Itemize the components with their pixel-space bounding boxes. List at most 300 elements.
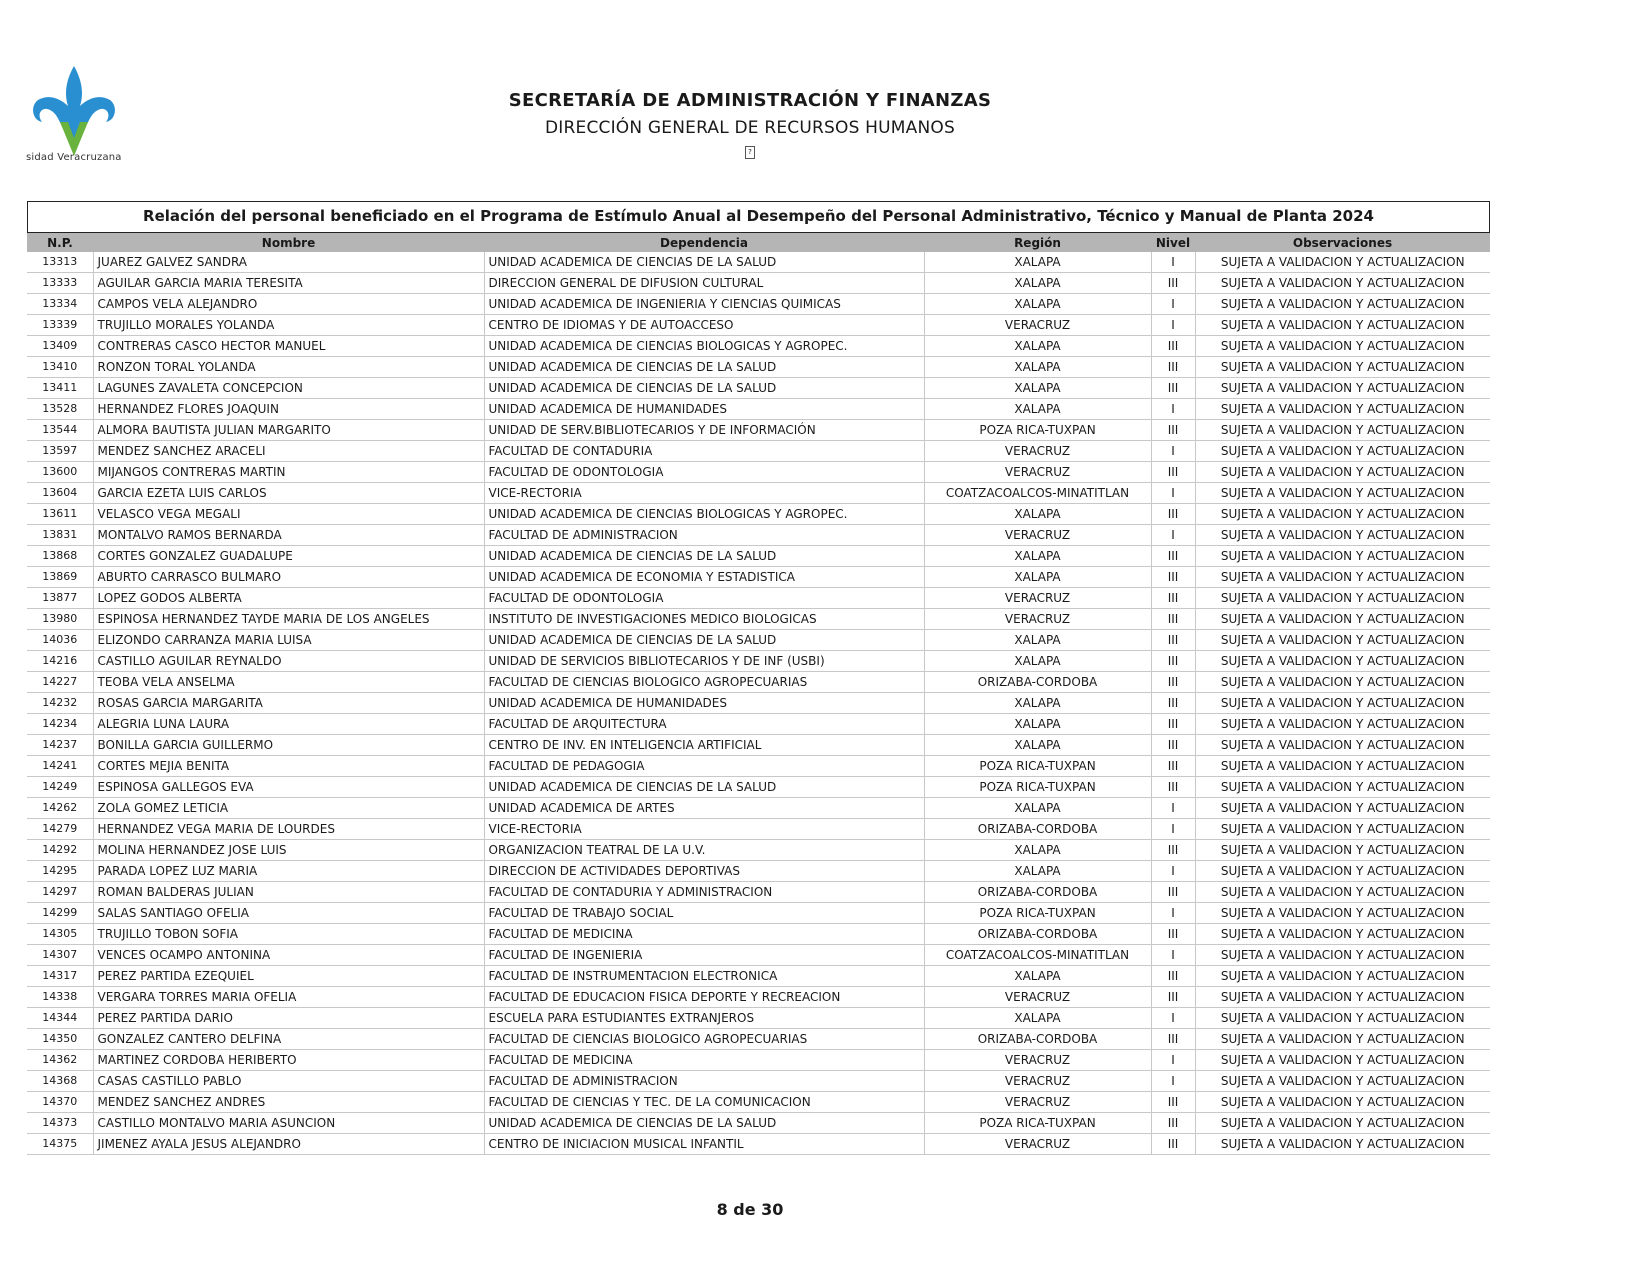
table-row xyxy=(27,546,1490,567)
cell-nivel: III xyxy=(1151,630,1195,651)
cell-np: 13611 xyxy=(27,504,93,525)
cell-region: XALAPA xyxy=(924,252,1151,273)
cell-nombre: PEREZ PARTIDA DARIO xyxy=(93,1008,484,1029)
cell-region: XALAPA xyxy=(924,504,1151,525)
table-row xyxy=(27,567,1490,588)
cell-region: COATZACOALCOS-MINATITLAN xyxy=(924,945,1151,966)
cell-dependencia: INSTITUTO DE INVESTIGACIONES MEDICO BIOLOGICAS xyxy=(484,609,924,630)
cell-nombre: LAGUNES ZAVALETA CONCEPCION xyxy=(93,378,484,399)
cell-observaciones: SUJETA A VALIDACION Y ACTUALIZACION xyxy=(1195,861,1490,882)
cell-dependencia: FACULTAD DE TRABAJO SOCIAL xyxy=(484,903,924,924)
cell-observaciones: SUJETA A VALIDACION Y ACTUALIZACION xyxy=(1195,630,1490,651)
cell-nivel: III xyxy=(1151,420,1195,441)
cell-nombre: ESPINOSA HERNANDEZ TAYDE MARIA DE LOS ANGELES xyxy=(93,609,484,630)
table-row xyxy=(27,924,1490,945)
table-row xyxy=(27,756,1490,777)
cell-nivel: I xyxy=(1151,399,1195,420)
cell-nivel: III xyxy=(1151,504,1195,525)
cell-nombre: PARADA LOPEZ LUZ MARIA xyxy=(93,861,484,882)
cell-dependencia: UNIDAD ACADEMICA DE CIENCIAS DE LA SALUD xyxy=(484,546,924,567)
cell-dependencia: UNIDAD ACADEMICA DE HUMANIDADES xyxy=(484,693,924,714)
cell-np: 13597 xyxy=(27,441,93,462)
cell-observaciones: SUJETA A VALIDACION Y ACTUALIZACION xyxy=(1195,357,1490,378)
table-row xyxy=(27,630,1490,651)
cell-observaciones: SUJETA A VALIDACION Y ACTUALIZACION xyxy=(1195,609,1490,630)
report-title: Relación del personal beneficiado en el Programa de Estímulo Anual al Desempeño del Personal Administrativo, Técnico y Manual de Planta 2024 xyxy=(27,201,1490,232)
cell-np: 13334 xyxy=(27,294,93,315)
cell-region: XALAPA xyxy=(924,1008,1151,1029)
report-section xyxy=(27,201,1490,1155)
cell-observaciones: SUJETA A VALIDACION Y ACTUALIZACION xyxy=(1195,546,1490,567)
cell-nombre: VENCES OCAMPO ANTONINA xyxy=(93,945,484,966)
table-row xyxy=(27,399,1490,420)
cell-observaciones: SUJETA A VALIDACION Y ACTUALIZACION xyxy=(1195,1092,1490,1113)
cell-region: XALAPA xyxy=(924,966,1151,987)
table-row xyxy=(27,672,1490,693)
cell-nivel: III xyxy=(1151,336,1195,357)
logo-caption: sidad Veracruzana xyxy=(26,152,122,163)
cell-dependencia: UNIDAD ACADEMICA DE HUMANIDADES xyxy=(484,399,924,420)
cell-nombre: MOLINA HERNANDEZ JOSE LUIS xyxy=(93,840,484,861)
cell-dependencia: VICE-RECTORIA xyxy=(484,483,924,504)
cell-dependencia: UNIDAD ACADEMICA DE CIENCIAS DE LA SALUD xyxy=(484,777,924,798)
cell-np: 14370 xyxy=(27,1092,93,1113)
beneficiaries-table xyxy=(27,232,1490,1155)
cell-observaciones: SUJETA A VALIDACION Y ACTUALIZACION xyxy=(1195,525,1490,546)
cell-np: 14216 xyxy=(27,651,93,672)
cell-observaciones: SUJETA A VALIDACION Y ACTUALIZACION xyxy=(1195,798,1490,819)
cell-dependencia: FACULTAD DE PEDAGOGIA xyxy=(484,756,924,777)
cell-region: XALAPA xyxy=(924,714,1151,735)
cell-dependencia: FACULTAD DE ODONTOLOGIA xyxy=(484,462,924,483)
cell-region: XALAPA xyxy=(924,630,1151,651)
cell-nivel: III xyxy=(1151,588,1195,609)
cell-region: POZA RICA-TUXPAN xyxy=(924,420,1151,441)
cell-dependencia: UNIDAD ACADEMICA DE CIENCIAS BIOLOGICAS Y AGROPEC. xyxy=(484,504,924,525)
table-row xyxy=(27,714,1490,735)
cell-nombre: CASTILLO MONTALVO MARIA ASUNCION xyxy=(93,1113,484,1134)
table-row xyxy=(27,693,1490,714)
cell-np: 13528 xyxy=(27,399,93,420)
table-row xyxy=(27,378,1490,399)
cell-dependencia: FACULTAD DE CONTADURIA xyxy=(484,441,924,462)
cell-observaciones: SUJETA A VALIDACION Y ACTUALIZACION xyxy=(1195,966,1490,987)
cell-observaciones: SUJETA A VALIDACION Y ACTUALIZACION xyxy=(1195,483,1490,504)
table-row xyxy=(27,441,1490,462)
cell-dependencia: FACULTAD DE CIENCIAS Y TEC. DE LA COMUNICACION xyxy=(484,1092,924,1113)
cell-observaciones: SUJETA A VALIDACION Y ACTUALIZACION xyxy=(1195,903,1490,924)
cell-nombre: SALAS SANTIAGO OFELIA xyxy=(93,903,484,924)
cell-nivel: I xyxy=(1151,819,1195,840)
cell-region: ORIZABA-CORDOBA xyxy=(924,882,1151,903)
cell-observaciones: SUJETA A VALIDACION Y ACTUALIZACION xyxy=(1195,336,1490,357)
cell-np: 14295 xyxy=(27,861,93,882)
table-row xyxy=(27,1008,1490,1029)
table-row xyxy=(27,273,1490,294)
cell-nombre: CASTILLO AGUILAR REYNALDO xyxy=(93,651,484,672)
cell-nivel: III xyxy=(1151,567,1195,588)
cell-region: XALAPA xyxy=(924,840,1151,861)
cell-np: 13410 xyxy=(27,357,93,378)
cell-observaciones: SUJETA A VALIDACION Y ACTUALIZACION xyxy=(1195,462,1490,483)
cell-observaciones: SUJETA A VALIDACION Y ACTUALIZACION xyxy=(1195,399,1490,420)
cell-nombre: ROSAS GARCIA MARGARITA xyxy=(93,693,484,714)
table-row xyxy=(27,462,1490,483)
cell-np: 14305 xyxy=(27,924,93,945)
cell-nombre: CORTES MEJIA BENITA xyxy=(93,756,484,777)
column-header-nivel: Nivel xyxy=(1151,233,1195,253)
cell-nombre: PEREZ PARTIDA EZEQUIEL xyxy=(93,966,484,987)
cell-dependencia: UNIDAD ACADEMICA DE CIENCIAS BIOLOGICAS Y AGROPEC. xyxy=(484,336,924,357)
cell-observaciones: SUJETA A VALIDACION Y ACTUALIZACION xyxy=(1195,273,1490,294)
table-row xyxy=(27,882,1490,903)
cell-nivel: III xyxy=(1151,882,1195,903)
cell-observaciones: SUJETA A VALIDACION Y ACTUALIZACION xyxy=(1195,567,1490,588)
cell-region: XALAPA xyxy=(924,861,1151,882)
cell-np: 13831 xyxy=(27,525,93,546)
cell-dependencia: FACULTAD DE ODONTOLOGIA xyxy=(484,588,924,609)
table-row xyxy=(27,777,1490,798)
cell-nombre: RONZON TORAL YOLANDA xyxy=(93,357,484,378)
cell-observaciones: SUJETA A VALIDACION Y ACTUALIZACION xyxy=(1195,1008,1490,1029)
cell-observaciones: SUJETA A VALIDACION Y ACTUALIZACION xyxy=(1195,756,1490,777)
cell-region: XALAPA xyxy=(924,357,1151,378)
cell-nivel: III xyxy=(1151,651,1195,672)
cell-nombre: CAMPOS VELA ALEJANDRO xyxy=(93,294,484,315)
cell-nivel: III xyxy=(1151,273,1195,294)
cell-dependencia: UNIDAD ACADEMICA DE CIENCIAS DE LA SALUD xyxy=(484,378,924,399)
cell-nivel: I xyxy=(1151,945,1195,966)
cell-np: 14036 xyxy=(27,630,93,651)
cell-dependencia: FACULTAD DE ADMINISTRACION xyxy=(484,525,924,546)
cell-nivel: III xyxy=(1151,546,1195,567)
cell-dependencia: FACULTAD DE MEDICINA xyxy=(484,924,924,945)
cell-region: VERACRUZ xyxy=(924,1050,1151,1071)
cell-nivel: III xyxy=(1151,1134,1195,1155)
cell-region: VERACRUZ xyxy=(924,1071,1151,1092)
table-header-row xyxy=(27,233,1490,253)
cell-observaciones: SUJETA A VALIDACION Y ACTUALIZACION xyxy=(1195,924,1490,945)
cell-nombre: MONTALVO RAMOS BERNARDA xyxy=(93,525,484,546)
cell-np: 13868 xyxy=(27,546,93,567)
cell-nombre: CONTRERAS CASCO HECTOR MANUEL xyxy=(93,336,484,357)
page-number: 8 de 30 xyxy=(716,1200,784,1219)
cell-region: VERACRUZ xyxy=(924,441,1151,462)
table-row xyxy=(27,966,1490,987)
cell-region: XALAPA xyxy=(924,693,1151,714)
table-row xyxy=(27,420,1490,441)
cell-np: 14362 xyxy=(27,1050,93,1071)
cell-region: XALAPA xyxy=(924,546,1151,567)
cell-observaciones: SUJETA A VALIDACION Y ACTUALIZACION xyxy=(1195,252,1490,273)
cell-nivel: III xyxy=(1151,1092,1195,1113)
cell-np: 13600 xyxy=(27,462,93,483)
cell-nombre: JUAREZ GALVEZ SANDRA xyxy=(93,252,484,273)
table-row xyxy=(27,651,1490,672)
cell-observaciones: SUJETA A VALIDACION Y ACTUALIZACION xyxy=(1195,504,1490,525)
cell-dependencia: CENTRO DE IDIOMAS Y DE AUTOACCESO xyxy=(484,315,924,336)
cell-nombre: MENDEZ SANCHEZ ARACELI xyxy=(93,441,484,462)
cell-nivel: III xyxy=(1151,966,1195,987)
cell-nombre: TEOBA VELA ANSELMA xyxy=(93,672,484,693)
cell-dependencia: VICE-RECTORIA xyxy=(484,819,924,840)
cell-observaciones: SUJETA A VALIDACION Y ACTUALIZACION xyxy=(1195,441,1490,462)
cell-np: 14234 xyxy=(27,714,93,735)
table-row xyxy=(27,903,1490,924)
cell-nombre: ALMORA BAUTISTA JULIAN MARGARITO xyxy=(93,420,484,441)
page-title: SECRETARÍA DE ADMINISTRACIÓN Y FINANZAS xyxy=(508,90,992,111)
cell-nombre: CORTES GONZALEZ GUADALUPE xyxy=(93,546,484,567)
cell-nombre: ALEGRIA LUNA LAURA xyxy=(93,714,484,735)
cell-nivel: III xyxy=(1151,777,1195,798)
cell-dependencia: UNIDAD DE SERV.BIBLIOTECARIOS Y DE INFORMACIÓN xyxy=(484,420,924,441)
table-row xyxy=(27,588,1490,609)
table-row xyxy=(27,819,1490,840)
cell-nivel: III xyxy=(1151,756,1195,777)
table-row xyxy=(27,294,1490,315)
table-row xyxy=(27,1029,1490,1050)
cell-np: 14368 xyxy=(27,1071,93,1092)
cell-region: VERACRUZ xyxy=(924,588,1151,609)
cell-region: XALAPA xyxy=(924,798,1151,819)
cell-np: 14350 xyxy=(27,1029,93,1050)
cell-nivel: I xyxy=(1151,525,1195,546)
column-header-dependencia: Dependencia xyxy=(484,233,924,253)
cell-observaciones: SUJETA A VALIDACION Y ACTUALIZACION xyxy=(1195,1029,1490,1050)
cell-region: XALAPA xyxy=(924,294,1151,315)
cell-nivel: III xyxy=(1151,1113,1195,1134)
cell-nivel: III xyxy=(1151,357,1195,378)
table-row xyxy=(27,1134,1490,1155)
cell-dependencia: UNIDAD ACADEMICA DE CIENCIAS DE LA SALUD xyxy=(484,1113,924,1134)
cell-observaciones: SUJETA A VALIDACION Y ACTUALIZACION xyxy=(1195,882,1490,903)
cell-dependencia: UNIDAD ACADEMICA DE CIENCIAS DE LA SALUD xyxy=(484,630,924,651)
cell-np: 14375 xyxy=(27,1134,93,1155)
cell-observaciones: SUJETA A VALIDACION Y ACTUALIZACION xyxy=(1195,840,1490,861)
cell-nombre: ZOLA GOMEZ LETICIA xyxy=(93,798,484,819)
cell-nombre: CASAS CASTILLO PABLO xyxy=(93,1071,484,1092)
cell-np: 14317 xyxy=(27,966,93,987)
cell-np: 14237 xyxy=(27,735,93,756)
cell-nivel: III xyxy=(1151,462,1195,483)
cell-dependencia: UNIDAD ACADEMICA DE ARTES xyxy=(484,798,924,819)
cell-region: XALAPA xyxy=(924,336,1151,357)
cell-dependencia: CENTRO DE INV. EN INTELIGENCIA ARTIFICIAL xyxy=(484,735,924,756)
cell-region: POZA RICA-TUXPAN xyxy=(924,777,1151,798)
table-row xyxy=(27,525,1490,546)
cell-dependencia: UNIDAD DE SERVICIOS BIBLIOTECARIOS Y DE INF (USBI) xyxy=(484,651,924,672)
cell-dependencia: ORGANIZACION TEATRAL DE LA U.V. xyxy=(484,840,924,861)
cell-dependencia: FACULTAD DE INGENIERIA xyxy=(484,945,924,966)
cell-np: 13869 xyxy=(27,567,93,588)
cell-dependencia: UNIDAD ACADEMICA DE CIENCIAS DE LA SALUD xyxy=(484,357,924,378)
table-row xyxy=(27,798,1490,819)
placeholder-glyph-icon: ? xyxy=(745,146,755,159)
cell-nivel: I xyxy=(1151,861,1195,882)
cell-np: 14249 xyxy=(27,777,93,798)
cell-np: 14299 xyxy=(27,903,93,924)
cell-nivel: III xyxy=(1151,714,1195,735)
table-row xyxy=(27,504,1490,525)
cell-nombre: BONILLA GARCIA GUILLERMO xyxy=(93,735,484,756)
cell-region: VERACRUZ xyxy=(924,315,1151,336)
cell-nivel: III xyxy=(1151,378,1195,399)
cell-nivel: I xyxy=(1151,798,1195,819)
table-row xyxy=(27,987,1490,1008)
cell-nivel: I xyxy=(1151,903,1195,924)
cell-observaciones: SUJETA A VALIDACION Y ACTUALIZACION xyxy=(1195,588,1490,609)
cell-region: ORIZABA-CORDOBA xyxy=(924,672,1151,693)
cell-region: POZA RICA-TUXPAN xyxy=(924,756,1151,777)
cell-observaciones: SUJETA A VALIDACION Y ACTUALIZACION xyxy=(1195,1113,1490,1134)
cell-nivel: III xyxy=(1151,693,1195,714)
cell-np: 13544 xyxy=(27,420,93,441)
cell-observaciones: SUJETA A VALIDACION Y ACTUALIZACION xyxy=(1195,819,1490,840)
cell-np: 13411 xyxy=(27,378,93,399)
table-row xyxy=(27,1071,1490,1092)
cell-nivel: I xyxy=(1151,1008,1195,1029)
cell-nivel: I xyxy=(1151,1071,1195,1092)
table-row xyxy=(27,1113,1490,1134)
cell-dependencia: FACULTAD DE EDUCACION FISICA DEPORTE Y RECREACION xyxy=(484,987,924,1008)
universidad-veracruzana-logo xyxy=(24,64,124,164)
cell-region: VERACRUZ xyxy=(924,525,1151,546)
cell-dependencia: FACULTAD DE MEDICINA xyxy=(484,1050,924,1071)
cell-nombre: ESPINOSA GALLEGOS EVA xyxy=(93,777,484,798)
cell-nivel: III xyxy=(1151,987,1195,1008)
cell-dependencia: UNIDAD ACADEMICA DE INGENIERIA Y CIENCIAS QUIMICAS xyxy=(484,294,924,315)
cell-np: 13604 xyxy=(27,483,93,504)
cell-dependencia: ESCUELA PARA ESTUDIANTES EXTRANJEROS xyxy=(484,1008,924,1029)
cell-np: 13409 xyxy=(27,336,93,357)
cell-nombre: ROMAN BALDERAS JULIAN xyxy=(93,882,484,903)
table-row xyxy=(27,483,1490,504)
column-header-region: Región xyxy=(924,233,1151,253)
cell-observaciones: SUJETA A VALIDACION Y ACTUALIZACION xyxy=(1195,1050,1490,1071)
cell-nombre: MIJANGOS CONTRERAS MARTIN xyxy=(93,462,484,483)
cell-nombre: ELIZONDO CARRANZA MARIA LUISA xyxy=(93,630,484,651)
cell-np: 14292 xyxy=(27,840,93,861)
cell-np: 14373 xyxy=(27,1113,93,1134)
cell-observaciones: SUJETA A VALIDACION Y ACTUALIZACION xyxy=(1195,714,1490,735)
page-subtitle: DIRECCIÓN GENERAL DE RECURSOS HUMANOS xyxy=(544,118,955,138)
cell-dependencia: FACULTAD DE INSTRUMENTACION ELECTRONICA xyxy=(484,966,924,987)
cell-dependencia: FACULTAD DE CONTADURIA Y ADMINISTRACION xyxy=(484,882,924,903)
cell-np: 14262 xyxy=(27,798,93,819)
cell-observaciones: SUJETA A VALIDACION Y ACTUALIZACION xyxy=(1195,294,1490,315)
cell-np: 14297 xyxy=(27,882,93,903)
cell-np: 13313 xyxy=(27,252,93,273)
cell-region: COATZACOALCOS-MINATITLAN xyxy=(924,483,1151,504)
cell-np: 14338 xyxy=(27,987,93,1008)
cell-observaciones: SUJETA A VALIDACION Y ACTUALIZACION xyxy=(1195,1134,1490,1155)
cell-region: XALAPA xyxy=(924,567,1151,588)
cell-nivel: I xyxy=(1151,1050,1195,1071)
cell-nombre: VERGARA TORRES MARIA OFELIA xyxy=(93,987,484,1008)
cell-region: POZA RICA-TUXPAN xyxy=(924,1113,1151,1134)
cell-observaciones: SUJETA A VALIDACION Y ACTUALIZACION xyxy=(1195,693,1490,714)
cell-observaciones: SUJETA A VALIDACION Y ACTUALIZACION xyxy=(1195,1071,1490,1092)
cell-nivel: III xyxy=(1151,840,1195,861)
cell-np: 14279 xyxy=(27,819,93,840)
cell-nombre: GARCIA EZETA LUIS CARLOS xyxy=(93,483,484,504)
column-header-observaciones: Observaciones xyxy=(1195,233,1490,253)
cell-np: 14307 xyxy=(27,945,93,966)
column-header-np: N.P. xyxy=(27,233,93,253)
cell-np: 14232 xyxy=(27,693,93,714)
cell-observaciones: SUJETA A VALIDACION Y ACTUALIZACION xyxy=(1195,777,1490,798)
table-row xyxy=(27,945,1490,966)
cell-observaciones: SUJETA A VALIDACION Y ACTUALIZACION xyxy=(1195,378,1490,399)
cell-nombre: JIMENEZ AYALA JESUS ALEJANDRO xyxy=(93,1134,484,1155)
cell-region: POZA RICA-TUXPAN xyxy=(924,903,1151,924)
cell-observaciones: SUJETA A VALIDACION Y ACTUALIZACION xyxy=(1195,735,1490,756)
cell-observaciones: SUJETA A VALIDACION Y ACTUALIZACION xyxy=(1195,315,1490,336)
table-row xyxy=(27,840,1490,861)
cell-nivel: III xyxy=(1151,735,1195,756)
cell-region: VERACRUZ xyxy=(924,609,1151,630)
cell-observaciones: SUJETA A VALIDACION Y ACTUALIZACION xyxy=(1195,651,1490,672)
cell-region: ORIZABA-CORDOBA xyxy=(924,1029,1151,1050)
cell-dependencia: CENTRO DE INICIACION MUSICAL INFANTIL xyxy=(484,1134,924,1155)
cell-nombre: HERNANDEZ VEGA MARIA DE LOURDES xyxy=(93,819,484,840)
cell-nombre: ABURTO CARRASCO BULMARO xyxy=(93,567,484,588)
column-header-nombre: Nombre xyxy=(93,233,484,253)
table-row xyxy=(27,252,1490,273)
cell-nivel: I xyxy=(1151,252,1195,273)
cell-nombre: TRUJILLO TOBON SOFIA xyxy=(93,924,484,945)
cell-nivel: III xyxy=(1151,924,1195,945)
cell-dependencia: UNIDAD ACADEMICA DE ECONOMIA Y ESTADISTICA xyxy=(484,567,924,588)
table-row xyxy=(27,315,1490,336)
cell-region: ORIZABA-CORDOBA xyxy=(924,924,1151,945)
cell-region: VERACRUZ xyxy=(924,462,1151,483)
cell-nivel: I xyxy=(1151,294,1195,315)
cell-nivel: III xyxy=(1151,672,1195,693)
table-row xyxy=(27,609,1490,630)
cell-region: XALAPA xyxy=(924,273,1151,294)
cell-region: VERACRUZ xyxy=(924,1092,1151,1113)
cell-region: XALAPA xyxy=(924,378,1151,399)
cell-nombre: MARTINEZ CORDOBA HERIBERTO xyxy=(93,1050,484,1071)
cell-np: 13980 xyxy=(27,609,93,630)
cell-observaciones: SUJETA A VALIDACION Y ACTUALIZACION xyxy=(1195,987,1490,1008)
cell-observaciones: SUJETA A VALIDACION Y ACTUALIZACION xyxy=(1195,420,1490,441)
cell-nivel: III xyxy=(1151,609,1195,630)
cell-observaciones: SUJETA A VALIDACION Y ACTUALIZACION xyxy=(1195,945,1490,966)
cell-np: 14344 xyxy=(27,1008,93,1029)
cell-dependencia: FACULTAD DE ADMINISTRACION xyxy=(484,1071,924,1092)
cell-nivel: I xyxy=(1151,483,1195,504)
cell-np: 14241 xyxy=(27,756,93,777)
table-row xyxy=(27,357,1490,378)
cell-nombre: HERNANDEZ FLORES JOAQUIN xyxy=(93,399,484,420)
cell-dependencia: FACULTAD DE CIENCIAS BIOLOGICO AGROPECUARIAS xyxy=(484,672,924,693)
cell-nombre: VELASCO VEGA MEGALI xyxy=(93,504,484,525)
cell-np: 13333 xyxy=(27,273,93,294)
cell-region: VERACRUZ xyxy=(924,1134,1151,1155)
cell-nivel: I xyxy=(1151,441,1195,462)
cell-nombre: LOPEZ GODOS ALBERTA xyxy=(93,588,484,609)
table-row xyxy=(27,336,1490,357)
cell-dependencia: FACULTAD DE CIENCIAS BIOLOGICO AGROPECUARIAS xyxy=(484,1029,924,1050)
table-row xyxy=(27,1050,1490,1071)
cell-nombre: GONZALEZ CANTERO DELFINA xyxy=(93,1029,484,1050)
table-row xyxy=(27,1092,1490,1113)
cell-np: 13877 xyxy=(27,588,93,609)
cell-region: XALAPA xyxy=(924,735,1151,756)
cell-nombre: MENDEZ SANCHEZ ANDRES xyxy=(93,1092,484,1113)
